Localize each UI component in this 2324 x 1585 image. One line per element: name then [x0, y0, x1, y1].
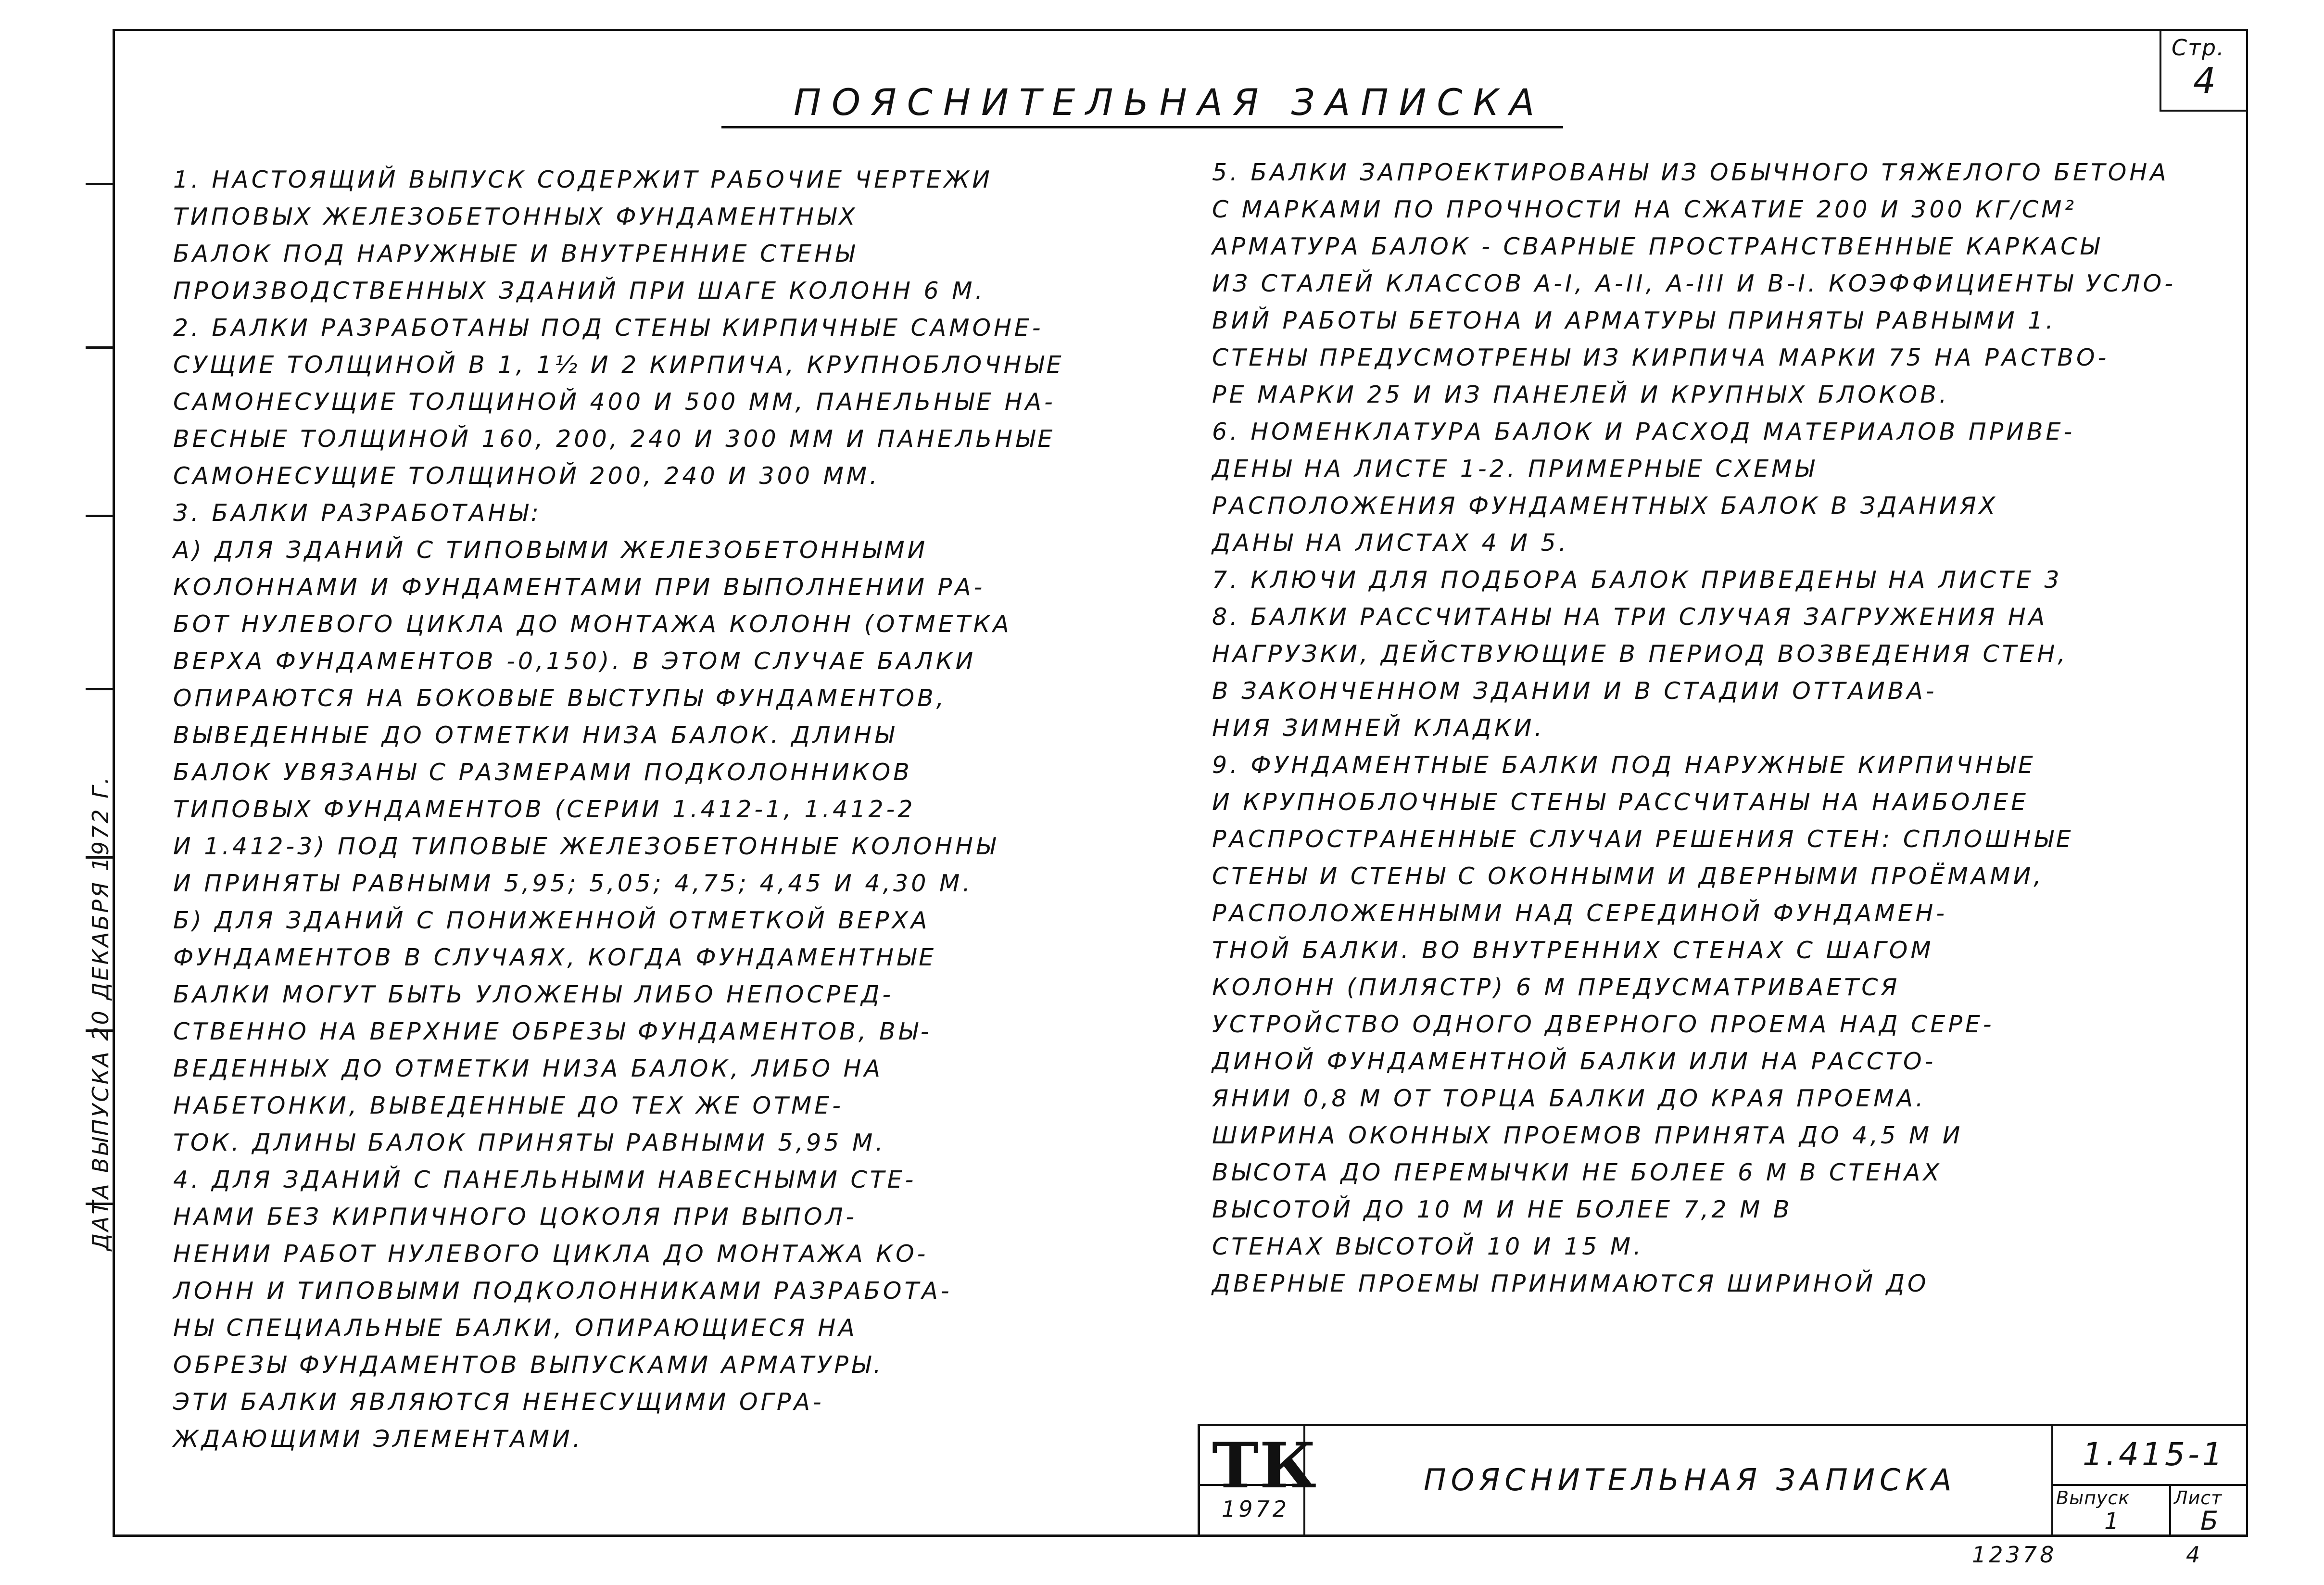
text-line: ВЕДЕННЫХ ДО ОТМЕТКИ НИЗА БАЛОК, ЛИБО НА [173, 1055, 883, 1082]
text-line: 9. ФУНДАМЕНТНЫЕ БАЛКИ ПОД НАРУЖНЫЕ КИРПИЧНЫЕ [1212, 751, 2036, 779]
text-line: СТЕНАХ ВЫСОТОЙ 10 И 15 М. [1212, 1233, 1644, 1260]
title-underline [721, 126, 1563, 128]
text-line: САМОНЕСУЩИЕ ТОЛЩИНОЙ 200, 240 И 300 ММ. [173, 462, 880, 490]
text-line: ВЫСОТА ДО ПЕРЕМЫЧКИ НЕ БОЛЕЕ 6 М В СТЕНАХ [1212, 1159, 1942, 1186]
text-line: ОБРЕЗЫ ФУНДАМЕНТОВ ВЫПУСКАМИ АРМАТУРЫ. [173, 1351, 884, 1379]
bottom-page-number: 4 [2186, 1542, 2203, 1568]
text-line: НАМИ БЕЗ КИРПИЧНОГО ЦОКОЛЯ ПРИ ВЫПОЛ- [173, 1203, 858, 1230]
text-line: РАСПРОСТРАНЕННЫЕ СЛУЧАИ РЕШЕНИЯ СТЕН: СПЛОШНЫЕ [1212, 825, 2074, 853]
stamp-top-line [1198, 1424, 2248, 1426]
text-line: ДИНОЙ ФУНДАМЕНТНОЙ БАЛКИ ИЛИ НА РАССТО- [1212, 1048, 1936, 1075]
text-line: ПРОИЗВОДСТВЕННЫХ ЗДАНИЙ ПРИ ШАГЕ КОЛОНН 6 М. [173, 277, 986, 304]
text-line: АРМАТУРА БАЛОК - СВАРНЫЕ ПРОСТРАНСТВЕННЫЕ КАРКАСЫ [1212, 233, 2102, 260]
text-line: А) ДЛЯ ЗДАНИЙ С ТИПОВЫМИ ЖЕЛЕЗОБЕТОННЫМИ [173, 536, 928, 564]
stamp-document-name: ПОЯСНИТЕЛЬНАЯ ЗАПИСКА [1424, 1462, 1957, 1497]
text-line: ЖДАЮЩИМИ ЭЛЕМЕНТАМИ. [173, 1425, 583, 1453]
text-line: ФУНДАМЕНТОВ В СЛУЧАЯХ, КОГДА ФУНДАМЕНТНЫЕ [173, 944, 937, 971]
page-box-left [2160, 29, 2161, 111]
text-line: ВЕРХА ФУНДАМЕНТОВ -0,150). В ЭТОМ СЛУЧАЕ БАЛКИ [173, 647, 976, 675]
text-line: Б) ДЛЯ ЗДАНИЙ С ПОНИЖЕННОЙ ОТМЕТКОЙ ВЕРХА [173, 907, 930, 934]
text-line: СТЕНЫ ПРЕДУСМОТРЕНЫ ИЗ КИРПИЧА МАРКИ 75 НА РАСТВО- [1212, 344, 2109, 371]
text-line: БОТ НУЛЕВОГО ЦИКЛА ДО МОНТАЖА КОЛОНН (ОТМЕТКА [173, 610, 1012, 638]
page-label: Стр. [2172, 35, 2225, 61]
text-line: В ЗАКОНЧЕННОМ ЗДАНИИ И В СТАДИИ ОТТАИВА- [1212, 677, 1937, 705]
frame-bottom-line [113, 1534, 2248, 1537]
stamp-sheet-label: Лист [2174, 1487, 2223, 1509]
text-line: ТНОЙ БАЛКИ. ВО ВНУТРЕННИХ СТЕНАХ С ШАГОМ [1212, 937, 1934, 964]
text-line: ВЫВЕДЕННЫЕ ДО ОТМЕТКИ НИЗА БАЛОК. ДЛИНЫ [173, 722, 897, 749]
tk-logo: ТК [1212, 1429, 1317, 1502]
page-number: 4 [2193, 60, 2219, 101]
margin-tick [86, 688, 114, 690]
stamp-issue-label: Выпуск [2056, 1487, 2130, 1509]
text-line: ЛОНН И ТИПОВЫМИ ПОДКОЛОННИКАМИ РАЗРАБОТА- [173, 1277, 952, 1305]
text-line: КОЛОНН (ПИЛЯСТР) 6 М ПРЕДУСМАТРИВАЕТСЯ [1212, 974, 1900, 1001]
stamp-series: 1.415-1 [2083, 1436, 2225, 1473]
text-line: И 1.412-3) ПОД ТИПОВЫЕ ЖЕЛЕЗОБЕТОННЫЕ КОЛОННЫ [173, 833, 998, 860]
left-text-column [173, 161, 1064, 1458]
text-line: 2. БАЛКИ РАЗРАБОТАНЫ ПОД СТЕНЫ КИРПИЧНЫЕ САМОНЕ- [173, 314, 1044, 342]
text-line: СУЩИЕ ТОЛЩИНОЙ В 1, 1½ И 2 КИРПИЧА, КРУПНОБЛОЧНЫЕ [173, 351, 1064, 379]
text-line: НЕНИИ РАБОТ НУЛЕВОГО ЦИКЛА ДО МОНТАЖА КО- [173, 1240, 929, 1268]
text-line: ВИЙ РАБОТЫ БЕТОНА И АРМАТУРЫ ПРИНЯТЫ РАВНЫМИ 1. [1212, 307, 2056, 334]
text-line: И КРУПНОБЛОЧНЫЕ СТЕНЫ РАССЧИТАНЫ НА НАИБОЛЕЕ [1212, 788, 2029, 816]
stamp-series-divider [2051, 1484, 2248, 1486]
text-line: НИЯ ЗИМНЕЙ КЛАДКИ. [1212, 714, 1545, 742]
stamp-sheet: Б [2200, 1506, 2222, 1536]
text-line: ЯНИИ 0,8 М ОТ ТОРЦА БАЛКИ ДО КРАЯ ПРОЕМА. [1212, 1085, 1926, 1112]
text-line: ЭТИ БАЛКИ ЯВЛЯЮТСЯ НЕНЕСУЩИМИ ОГРА- [173, 1388, 824, 1416]
text-line: ИЗ СТАЛЕЙ КЛАССОВ А-I, А-II, А-III И В-I. КОЭФФИЦИЕНТЫ УСЛО- [1212, 270, 2176, 297]
text-line: 1. НАСТОЯЩИЙ ВЫПУСК СОДЕРЖИТ РАБОЧИЕ ЧЕРТЕЖИ [173, 166, 993, 193]
text-line: 7. КЛЮЧИ ДЛЯ ПОДБОРА БАЛОК ПРИВЕДЕНЫ НА ЛИСТЕ 3 [1212, 566, 2062, 594]
text-line: РАСПОЛОЖЕНИЯ ФУНДАМЕНТНЫХ БАЛОК В ЗДАНИЯХ [1212, 492, 1998, 520]
stamp-year: 1972 [1222, 1496, 1290, 1522]
right-text-column [1212, 154, 2176, 1302]
text-line: СТВЕННО НА ВЕРХНИЕ ОБРЕЗЫ ФУНДАМЕНТОВ, ВЫ- [173, 1018, 932, 1045]
text-line: КОЛОННАМИ И ФУНДАМЕНТАМИ ПРИ ВЫПОЛНЕНИИ РА- [173, 573, 985, 601]
margin-tick [86, 346, 114, 349]
text-line: ОПИРАЮТСЯ НА БОКОВЫЕ ВЫСТУПЫ ФУНДАМЕНТОВ, [173, 685, 947, 712]
text-line: ВЫСОТОЙ ДО 10 М И НЕ БОЛЕЕ 7,2 М В [1212, 1196, 1793, 1223]
text-line: 4. ДЛЯ ЗДАНИЙ С ПАНЕЛЬНЫМИ НАВЕСНЫМИ СТЕ- [173, 1166, 917, 1193]
release-date-note: ДАТА ВЫПУСКА 20 ДЕКАБРЯ 1972 Г. [88, 775, 114, 1251]
stamp-left-line [1198, 1424, 1200, 1534]
text-line: ДВЕРНЫЕ ПРОЕМЫ ПРИНИМАЮТСЯ ШИРИНОЙ ДО [1212, 1270, 1929, 1297]
text-line: 5. БАЛКИ ЗАПРОЕКТИРОВАНЫ ИЗ ОБЫЧНОГО ТЯЖЕЛОГО БЕТОНА [1212, 159, 2169, 186]
text-line: ШИРИНА ОКОННЫХ ПРОЕМОВ ПРИНЯТА ДО 4,5 М И [1212, 1122, 1963, 1149]
page-title: ПОЯСНИТЕЛЬНАЯ ЗАПИСКА [794, 81, 1545, 124]
text-line: РАСПОЛОЖЕННЫМИ НАД СЕРЕДИНОЙ ФУНДАМЕН- [1212, 900, 1948, 927]
text-line: СТЕНЫ И СТЕНЫ С ОКОННЫМИ И ДВЕРНЫМИ ПРОЁМАМИ, [1212, 862, 2044, 890]
text-line: БАЛОК УВЯЗАНЫ С РАЗМЕРАМИ ПОДКОЛОННИКОВ [173, 759, 912, 786]
text-line: ТОК. ДЛИНЫ БАЛОК ПРИНЯТЫ РАВНЫМИ 5,95 М. [173, 1129, 886, 1156]
text-line: БАЛКИ МОГУТ БЫТЬ УЛОЖЕНЫ ЛИБО НЕПОСРЕД- [173, 981, 894, 1008]
stamp-issue: 1 [2104, 1508, 2122, 1535]
text-line: С МАРКАМИ ПО ПРОЧНОСТИ НА СЖАТИЕ 200 И 300 КГ/СМ² [1212, 196, 2077, 223]
text-line: НАГРУЗКИ, ДЕЙСТВУЮЩИЕ В ПЕРИОД ВОЗВЕДЕНИЯ СТЕН, [1212, 640, 2068, 668]
page-box-bottom [2160, 110, 2248, 112]
stamp-sheet-divider [2169, 1484, 2171, 1534]
frame-right-line [2246, 29, 2248, 1537]
text-line: РЕ МАРКИ 25 И ИЗ ПАНЕЛЕЙ И КРУПНЫХ БЛОКОВ. [1212, 381, 1950, 408]
text-line: БАЛОК ПОД НАРУЖНЫЕ И ВНУТРЕННИЕ СТЕНЫ [173, 240, 858, 267]
margin-tick [86, 515, 114, 517]
text-line: ВЕСНЫЕ ТОЛЩИНОЙ 160, 200, 240 И 300 ММ И ПАНЕЛЬНЫЕ [173, 425, 1056, 453]
margin-tick [86, 183, 114, 185]
archive-number: 12378 [1972, 1542, 2057, 1568]
text-line: 6. НОМЕНКЛАТУРА БАЛОК И РАСХОД МАТЕРИАЛОВ ПРИВЕ- [1212, 418, 2075, 445]
text-line: НЫ СПЕЦИАЛЬНЫЕ БАЛКИ, ОПИРАЮЩИЕСЯ НА [173, 1314, 858, 1342]
text-line: НАБЕТОНКИ, ВЫВЕДЕННЫЕ ДО ТЕХ ЖЕ ОТМЕ- [173, 1092, 844, 1119]
text-line: ДАНЫ НА ЛИСТАХ 4 И 5. [1212, 529, 1569, 557]
text-line: САМОНЕСУЩИЕ ТОЛЩИНОЙ 400 И 500 ММ, ПАНЕЛЬНЫЕ НА- [173, 388, 1056, 416]
text-line: ТИПОВЫХ ФУНДАМЕНТОВ (СЕРИИ 1.412-1, 1.412-2 [173, 796, 916, 823]
stamp-series-left [2051, 1424, 2053, 1534]
text-line: ДЕНЫ НА ЛИСТЕ 1-2. ПРИМЕРНЫЕ СХЕМЫ [1212, 455, 1817, 482]
text-line: 8. БАЛКИ РАССЧИТАНЫ НА ТРИ СЛУЧАЯ ЗАГРУЖЕНИЯ НА [1212, 603, 2048, 631]
text-line: 3. БАЛКИ РАЗРАБОТАНЫ: [173, 499, 542, 527]
text-line: ТИПОВЫХ ЖЕЛЕЗОБЕТОННЫХ ФУНДАМЕНТНЫХ [173, 203, 858, 230]
frame-top-line [113, 29, 2248, 31]
text-line: УСТРОЙСТВО ОДНОГО ДВЕРНОГО ПРОЕМА НАД СЕРЕ- [1212, 1011, 1995, 1038]
text-line: И ПРИНЯТЫ РАВНЫМИ 5,95; 5,05; 4,75; 4,45 И 4,30 М. [173, 870, 973, 897]
